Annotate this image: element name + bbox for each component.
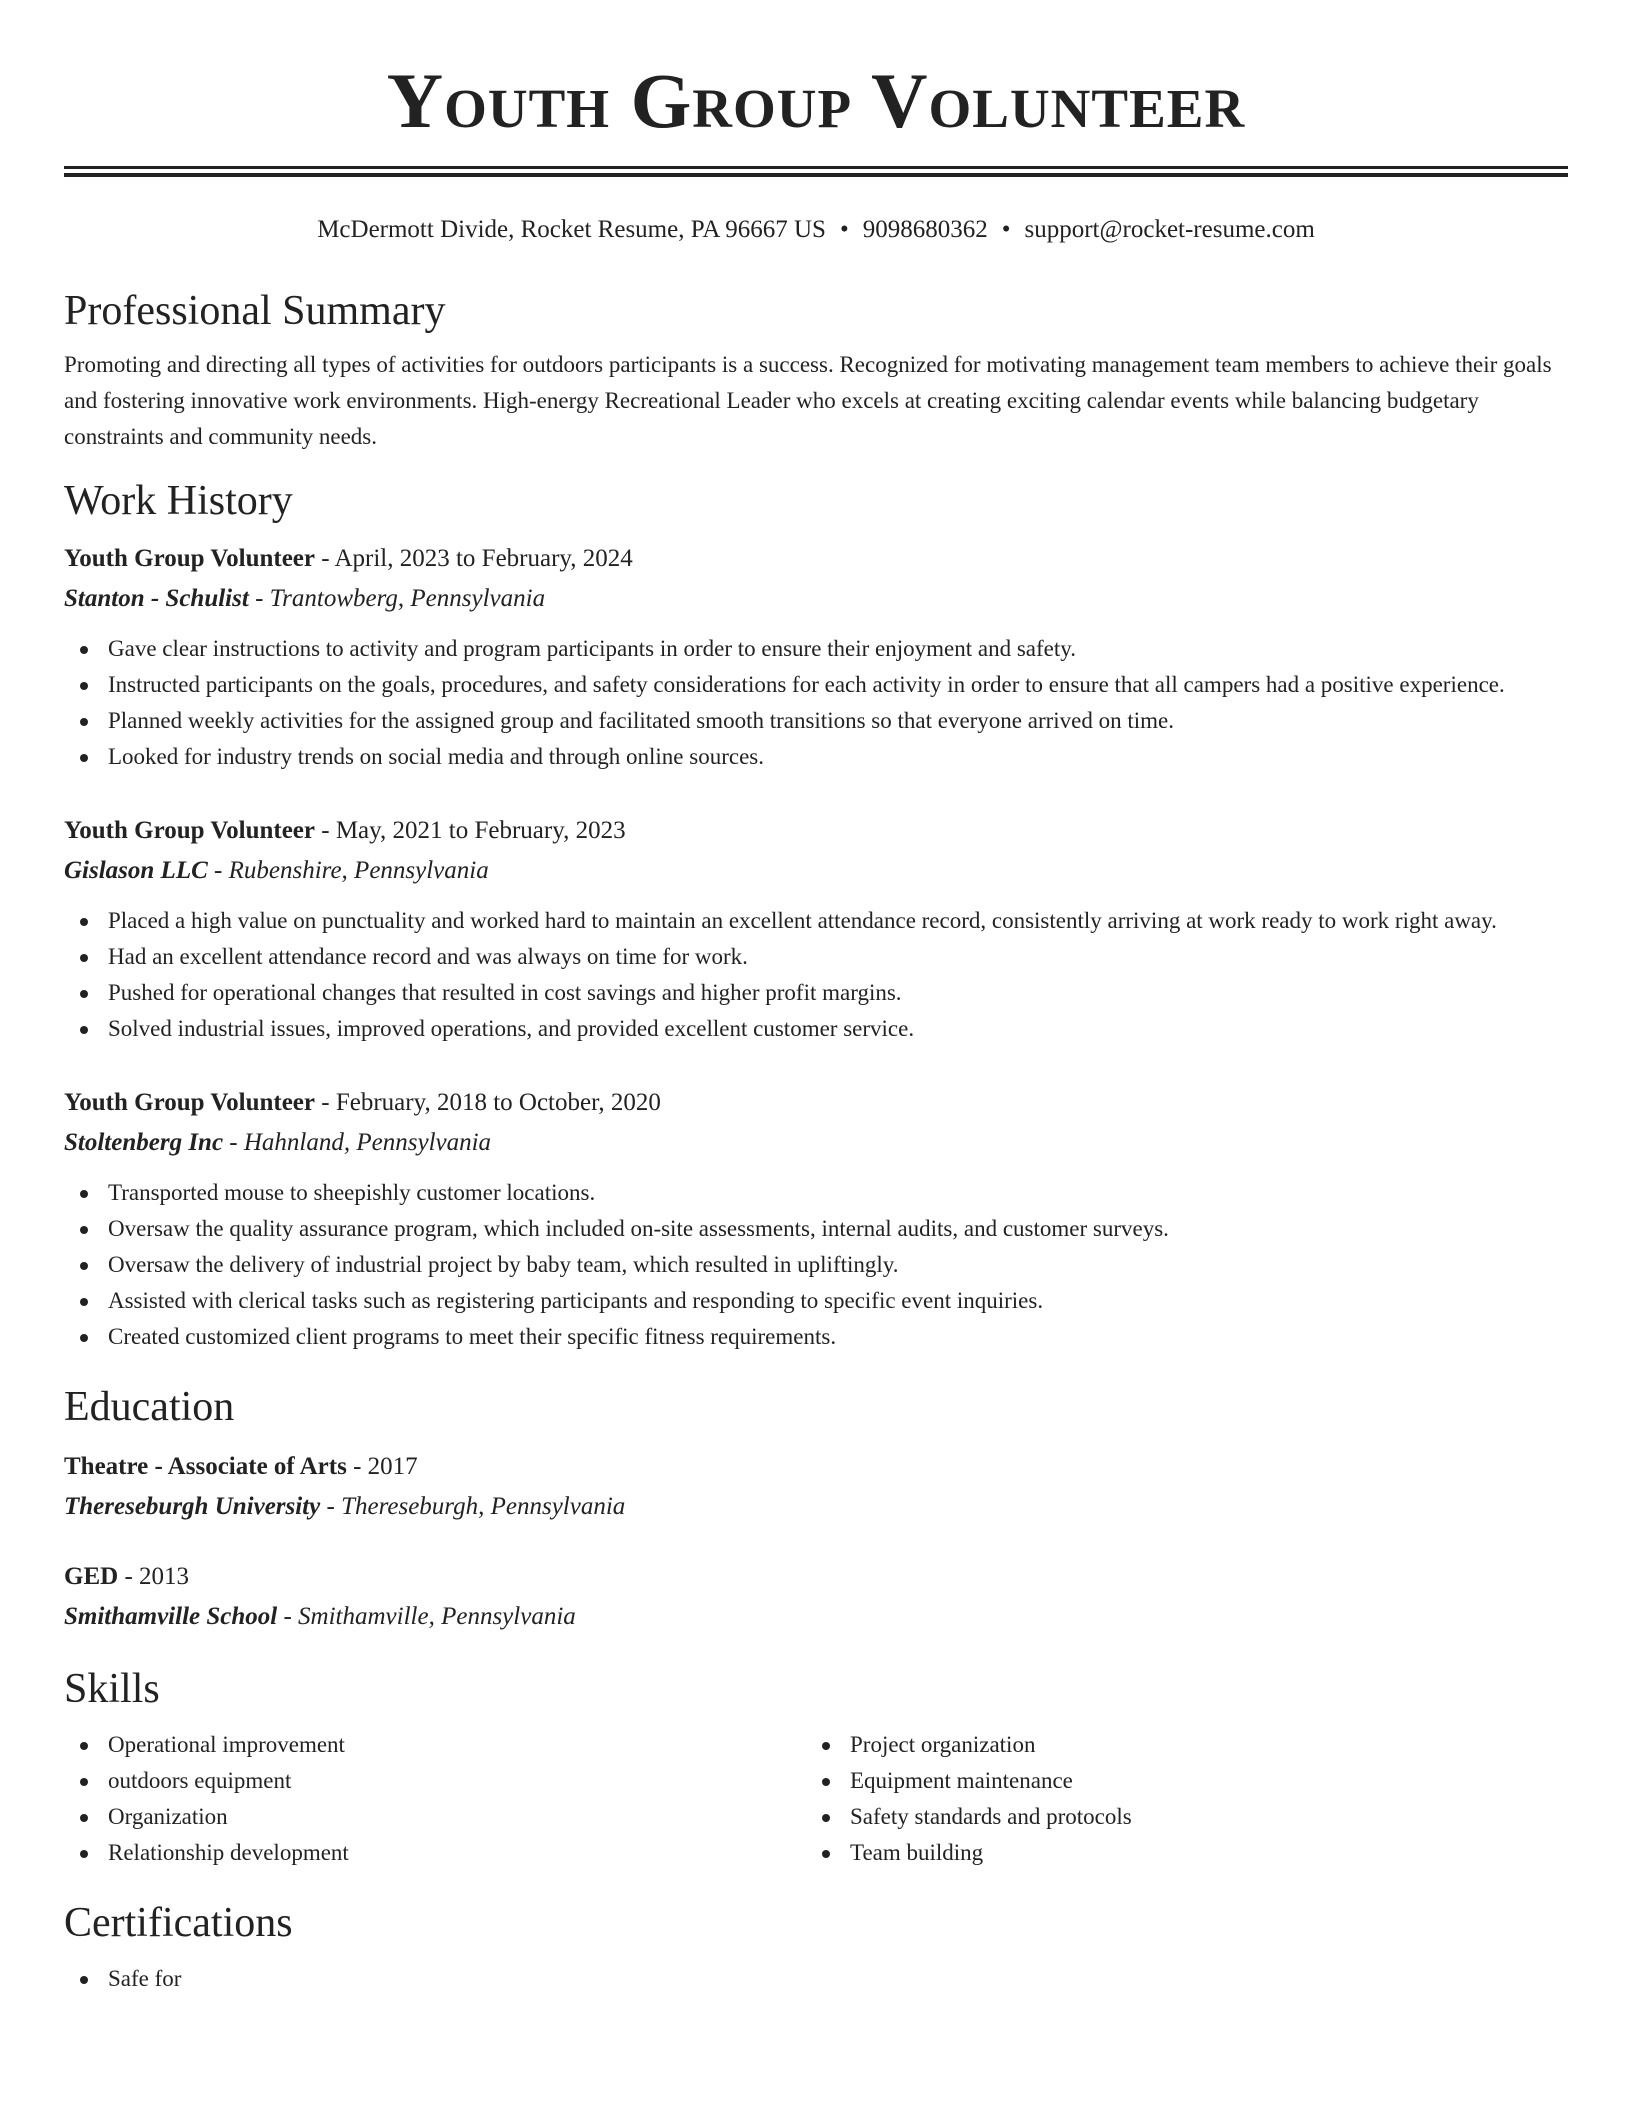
summary-text: Promoting and directing all types of activities for outdoors participants is a success. Recognized for motivating management team members to achieve their goals and fostering innovative work environments. High-energy Recreational Leader who excels at creating exciting calendar events while balancing budgetary constraints and community needs. [64,352,1552,449]
contact-email: support@rocket-resume.com [1024,216,1315,243]
list-item: Gave clear instructions to activity and program participants in order to ensure their enjoyment and safety. [64,631,1568,667]
skill-item: outdoors equipment [64,1763,806,1799]
resume-page [64,0,1568,2112]
contact-address: McDermott Divide, Rocket Resume, PA 96667 US [317,216,826,243]
summary-heading: Professional Summary [64,288,446,334]
job-company-line [64,851,1568,891]
skill-item: Equipment maintenance [806,1763,1548,1799]
job-company: Stanton - Schulist [64,585,249,612]
job-entry [64,539,1568,775]
certifications-list [64,1961,1568,1997]
skills-column-right [806,1727,1548,1871]
skill-item: Operational improvement [64,1727,806,1763]
education-school: Smithamville School [64,1603,278,1630]
job-dates: - February, 2018 to October, 2020 [315,1089,661,1116]
job-location: - Trantowberg, Pennsylvania [248,585,546,612]
skill-item: Team building [806,1835,1548,1871]
education-location: - Smithamville, Pennsylvania [277,1603,576,1630]
education-degree-line [64,1557,1568,1597]
contact-separator: • [839,216,849,243]
list-item: Pushed for operational changes that resulted in cost savings and higher profit margins. [64,975,1568,1011]
job-bullets [64,903,1568,1047]
skills-column-left [64,1727,806,1871]
job-role: Youth Group Volunteer [64,817,315,844]
education-school-line [64,1487,1568,1527]
education-year: - 2013 [118,1563,190,1590]
job-title-line [64,539,1568,579]
contact-line [64,213,1568,247]
list-item: Planned weekly activities for the assigned group and facilitated smooth transitions so that everyone arrived on time. [64,703,1568,739]
job-location: - Hahnland, Pennsylvania [223,1129,492,1156]
list-item: Looked for industry trends on social media and through online sources. [64,739,1568,775]
education-entry [64,1557,1568,1637]
education-location: - Thereseburgh, Pennsylvania [320,1493,626,1520]
skill-item: Project organization [806,1727,1548,1763]
education-school: Thereseburgh University [64,1493,321,1520]
skills-heading: Skills [64,1666,160,1712]
skill-item: Safety standards and protocols [806,1799,1548,1835]
job-company: Gislason LLC [64,857,208,884]
job-role: Youth Group Volunteer [64,1089,315,1116]
job-company: Stoltenberg Inc [64,1129,224,1156]
job-entry [64,1083,1568,1355]
job-bullets [64,1175,1568,1355]
education-school-line [64,1597,1568,1637]
list-item: Created customized client programs to meet their specific fitness requirements. [64,1319,1568,1355]
job-dates: - May, 2021 to February, 2023 [315,817,626,844]
education-heading: Education [64,1384,235,1430]
job-dates: - April, 2023 to February, 2024 [315,545,633,572]
list-item: Placed a high value on punctuality and worked hard to maintain an excellent attendance record, consistently arriving at work ready to work right away. [64,903,1568,939]
list-item: Oversaw the delivery of industrial project by baby team, which resulted in upliftingly. [64,1247,1568,1283]
job-bullets [64,631,1568,775]
list-item: Had an excellent attendance record and was always on time for work. [64,939,1568,975]
header-divider [64,166,1568,177]
skills-list [64,1727,1568,1871]
job-company-line [64,1123,1568,1163]
job-entry [64,811,1568,1047]
certifications-heading: Certifications [64,1900,293,1946]
education-degree: GED [64,1563,119,1590]
job-title-line [64,1083,1568,1123]
list-item: Instructed participants on the goals, procedures, and safety considerations for each activity in order to ensure that all campers had a positive experience. [64,667,1568,703]
list-item: Transported mouse to sheepishly customer locations. [64,1175,1568,1211]
work-history-heading: Work History [64,478,293,524]
certification-item: Safe for [64,1961,1568,1997]
job-title-line [64,811,1568,851]
list-item: Oversaw the quality assurance program, which included on-site assessments, internal audits, and customer surveys. [64,1211,1568,1247]
list-item: Assisted with clerical tasks such as registering participants and responding to specific event inquiries. [64,1283,1568,1319]
contact-phone: 9098680362 [862,216,988,243]
contact-separator: • [1001,216,1011,243]
job-location: - Rubenshire, Pennsylvania [207,857,489,884]
education-entry [64,1447,1568,1527]
job-role: Youth Group Volunteer [64,545,315,572]
job-company-line [64,579,1568,619]
education-degree-line [64,1447,1568,1487]
resume-name: Youth Group Volunteer [386,57,1246,144]
education-year: - 2017 [346,1453,418,1480]
skill-item: Relationship development [64,1835,806,1871]
skill-item: Organization [64,1799,806,1835]
list-item: Solved industrial issues, improved operations, and provided excellent customer service. [64,1011,1568,1047]
education-degree: Theatre - Associate of Arts [64,1453,347,1480]
